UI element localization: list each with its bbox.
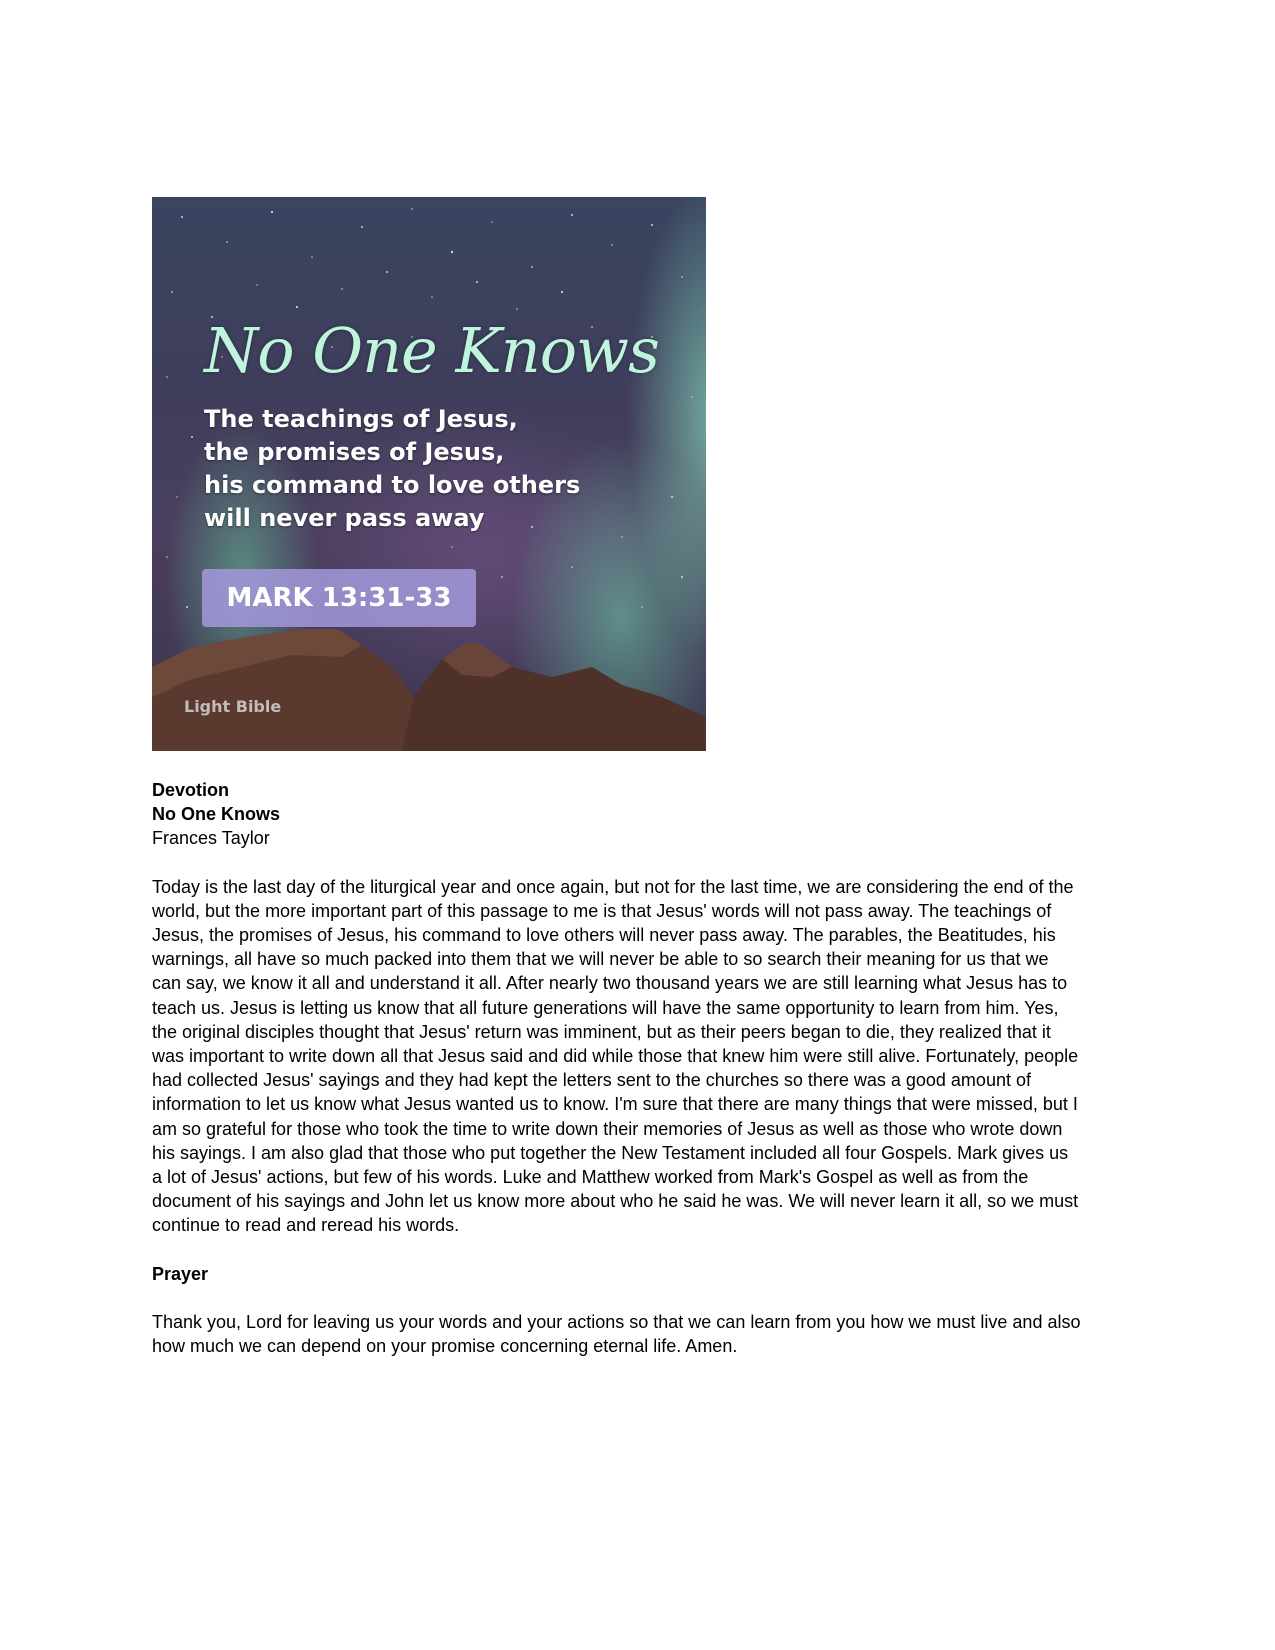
prayer-text: Thank you, Lord for leaving us your words and your actions so that we can learn from you how we must live and also how much we can depend on your promise concerning eternal life. Amen. (152, 1311, 1081, 1357)
image-title: No One Knows (204, 314, 659, 387)
prayer-heading: Prayer (152, 1263, 209, 1284)
devotion-content (152, 778, 1082, 1358)
author-name: Frances Taylor (152, 828, 270, 849)
devotion-title: No One Knows (152, 804, 281, 825)
image-quote-line: the promises of Jesus, (204, 438, 505, 466)
image-quote-line: his command to love others (204, 471, 581, 499)
devotion-body: Today is the last day of the liturgical year and once again, but not for the last time, we are considering the end of the world, but the more important part of this passage to me is that Jesus' words will not pass away. The teachings of Jesus, the promises of Jesus, his command to love others will never pass away. The parables, the Beatitudes, his warnings, all have so much packed into them that we will never be able to so search their meaning for us that we can say, we know it all and understand it all. After nearly two thousand years we are still learning what Jesus has to teach us. Jesus is letting us know that all future generations will have the same opportunity to learn from him. Yes, the original disciples thought that Jesus' return was imminent, but as their peers began to die, they realized that it was important to write down all that Jesus said and did while those that knew him were still alive. Fortunately, people had collected Jesus' sayings and they had kept the letters sent to the churches so there was a good amount of information to let us know what Jesus wanted us to know. I'm sure that there are many things that were missed, but I am so grateful for those who took the time to write down their memories of Jesus as well as those who wrote down his sayings. I am also glad that those who put together the New Testament included all four Gospels. Mark gives us a lot of Jesus' actions, but few of his words. Luke and Matthew worked from Mark's Gospel as well as from the document of his sayings and John let us know more about who he said he was. We will never learn it all, so we must continue to read and reread his words. (152, 876, 1079, 1236)
image-quote (204, 403, 664, 535)
scripture-reference-badge: MARK 13:31-33 (202, 569, 476, 627)
devotion-image (152, 197, 706, 751)
section-label: Devotion (152, 780, 230, 800)
image-quote-line: will never pass away (204, 504, 485, 532)
image-watermark: Light Bible (184, 697, 282, 716)
image-quote-line: The teachings of Jesus, (204, 405, 518, 433)
